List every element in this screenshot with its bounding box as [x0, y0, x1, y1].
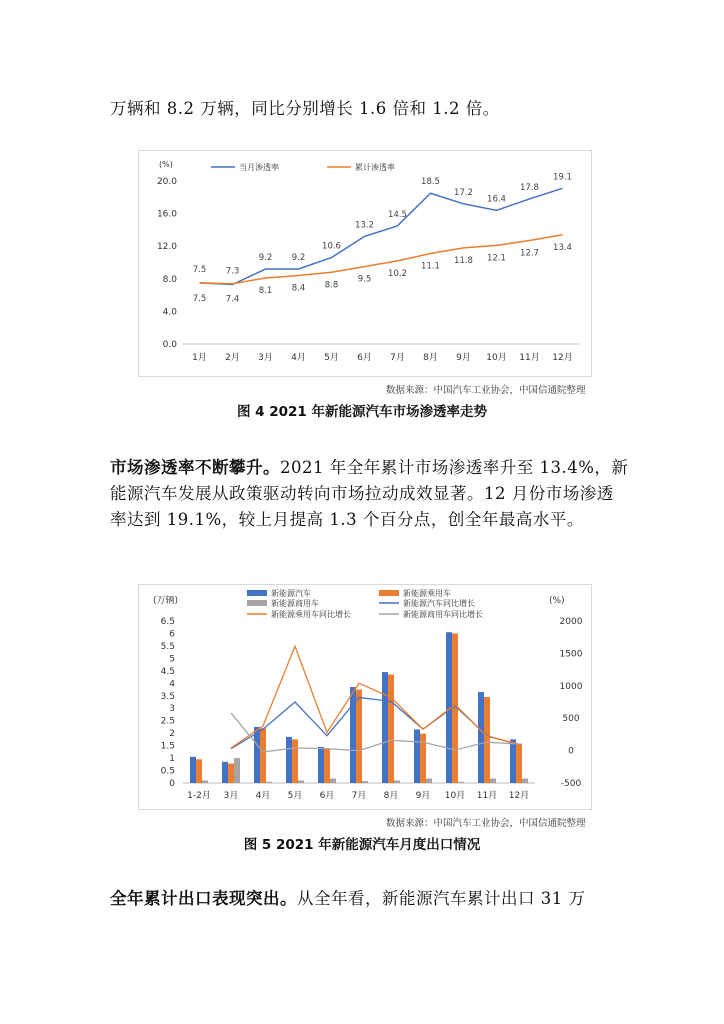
chart2-bar-2 — [266, 782, 272, 783]
chart1-source: 数据来源：中国汽车工业协会，中国信通院整理 — [386, 385, 586, 396]
chart-penetration-box — [138, 150, 592, 377]
chart2-x-tick: 3月 — [223, 791, 239, 801]
chart2-bar-2 — [522, 779, 528, 783]
chart-export-box — [138, 584, 592, 810]
paragraph-bottom-text: 从全年看，新能源汽车累计出口 31 万 — [297, 889, 586, 908]
paragraph-mid-bold: 市场渗透率不断攀升。 — [110, 458, 280, 477]
chart2-bar-2 — [490, 779, 496, 783]
chart2-bar-2 — [330, 779, 336, 783]
chart1-x-tick: 4月 — [291, 353, 306, 363]
chart1-x-tick: 11月 — [519, 353, 540, 363]
chart2-x-tick: 12月 — [508, 791, 530, 801]
chart2-bar-2 — [362, 781, 368, 783]
chart2-bar-2 — [234, 758, 240, 783]
paragraph-mid — [110, 455, 630, 533]
chart1-unit-label: (%) — [159, 160, 173, 169]
chart2-bar-2 — [426, 779, 432, 783]
chart2-x-tick: 10月 — [444, 791, 466, 801]
chart1-data-label: 19.1 — [553, 172, 572, 183]
chart1-data-label: 10.2 — [388, 268, 407, 279]
chart2-right-tick: 0 — [568, 746, 574, 757]
chart1-x-tick: 10月 — [486, 353, 507, 363]
chart2-legend-label: 新能源商用车同比增长 — [403, 610, 483, 619]
chart2-left-tick: 3.5 — [160, 691, 175, 702]
chart2-left-unit: (万辆) — [153, 596, 179, 606]
chart2-x-tick: 8月 — [383, 791, 399, 801]
chart2-x-tick: 9月 — [415, 791, 431, 801]
chart2-bar-2 — [298, 781, 304, 783]
chart1-data-label: 17.2 — [454, 187, 473, 198]
chart1-data-label: 9.5 — [357, 274, 372, 285]
chart2-bar-1 — [292, 739, 298, 783]
chart1-y-tick: 12.0 — [156, 242, 177, 253]
chart2-bar-1 — [516, 744, 522, 783]
chart2-right-tick: -500 — [560, 779, 582, 789]
chart2-left-tick: 6.5 — [160, 617, 175, 627]
chart2-source: 数据来源：中国汽车工业协会，中国信通院整理 — [386, 818, 586, 829]
chart1-data-label: 16.4 — [487, 194, 506, 205]
chart2-left-tick: 4 — [169, 679, 175, 690]
chart1-x-tick: 6月 — [357, 353, 372, 363]
chart1-data-label: 12.1 — [487, 253, 506, 264]
chart2-left-tick: 5.5 — [160, 641, 175, 652]
paragraph-bottom — [110, 886, 630, 912]
chart2-left-tick: 0.5 — [160, 766, 175, 777]
paragraph-top-text: 万辆和 8.2 万辆，同比分别增长 1.6 倍和 1.2 倍。 — [110, 99, 500, 118]
chart2-bar-2 — [394, 781, 400, 783]
chart1-data-label: 11.8 — [454, 255, 473, 266]
chart1-data-label: 11.1 — [421, 261, 440, 272]
chart-export — [139, 585, 591, 809]
chart1-y-tick: 20.0 — [156, 177, 177, 187]
chart2-right-tick: 1500 — [559, 649, 583, 660]
chart2-bar-1 — [388, 675, 394, 783]
chart2-bar-0 — [414, 729, 420, 783]
chart1-x-tick: 7月 — [390, 353, 405, 363]
chart2-left-tick: 0 — [169, 779, 175, 789]
chart2-left-tick: 6 — [169, 629, 175, 640]
chart2-right-unit: (%) — [549, 596, 565, 606]
chart1-data-label: 7.5 — [192, 293, 207, 304]
chart1-data-label: 14.5 — [388, 209, 407, 220]
chart2-right-tick: 2000 — [559, 617, 583, 627]
chart2-x-tick: 1-2月 — [187, 791, 211, 801]
chart2-legend-label: 新能源乘用车同比增长 — [271, 610, 351, 619]
chart2-bar-1 — [420, 734, 426, 783]
chart1-data-label: 7.3 — [225, 266, 240, 277]
chart1-legend-label: 累计渗透率 — [355, 163, 395, 172]
chart2-x-tick: 5月 — [287, 791, 303, 801]
chart2-growth-line-1 — [231, 646, 519, 748]
chart1-data-label: 7.4 — [225, 294, 240, 305]
figure5-caption: 图 5 2021 年新能源汽车月度出口情况 — [243, 837, 481, 853]
chart2-bar-2 — [202, 781, 208, 783]
chart2-bar-1 — [260, 728, 266, 783]
chart2-bar-0 — [286, 737, 292, 783]
chart2-bar-0 — [254, 727, 260, 783]
chart2-growth-line-0 — [231, 697, 519, 748]
chart2-right-tick: 1000 — [559, 681, 583, 692]
chart2-bar-0 — [382, 672, 388, 783]
chart1-y-tick: 8.0 — [162, 274, 177, 285]
chart2-x-tick: 4月 — [255, 791, 271, 801]
chart2-legend-swatch — [247, 590, 267, 596]
chart2-left-tick: 3 — [169, 704, 175, 715]
chart1-legend-label: 当月渗透率 — [239, 163, 279, 172]
chart1-data-label: 18.5 — [421, 177, 440, 188]
chart1-x-tick: 1月 — [192, 353, 207, 363]
chart2-legend-label: 新能源汽车同比增长 — [403, 599, 475, 608]
paragraph-mid-text: 2021 年全年累计市场渗透率升至 13.4%，新能源汽车发展从政策驱动转向市场拉动成效显著。12 月份市场渗透率达到 19.1%，较上月提高 1.3 个百分点，创全年最高水平。 — [110, 458, 629, 529]
chart1-x-tick: 8月 — [423, 353, 438, 363]
chart2-x-tick: 11月 — [476, 791, 498, 801]
chart2-legend-label: 新能源乘用车 — [403, 589, 451, 598]
chart2-bar-0 — [510, 739, 516, 783]
chart2-left-tick: 4.5 — [160, 666, 175, 677]
chart1-data-label: 17.8 — [520, 182, 539, 193]
chart-penetration — [139, 151, 591, 376]
chart1-data-label: 8.1 — [258, 285, 273, 296]
paragraph-top — [110, 96, 630, 122]
chart1-data-label: 12.7 — [520, 248, 539, 259]
chart2-right-tick: 500 — [562, 714, 580, 725]
chart1-data-label: 8.4 — [291, 283, 306, 294]
chart1-x-tick: 5月 — [324, 353, 339, 363]
chart1-y-tick: 0.0 — [162, 340, 177, 350]
chart2-bar-1 — [228, 764, 234, 783]
chart2-legend-swatch — [247, 600, 267, 606]
chart2-bar-1 — [324, 749, 330, 783]
chart2-bar-0 — [318, 747, 324, 783]
chart1-data-label: 13.4 — [553, 242, 572, 253]
chart2-left-tick: 5 — [169, 654, 175, 665]
chart2-left-tick: 2 — [169, 729, 175, 740]
chart2-bar-0 — [190, 757, 196, 783]
chart1-x-tick: 2月 — [225, 353, 240, 363]
chart1-data-label: 10.6 — [322, 241, 341, 252]
chart2-x-tick: 7月 — [351, 791, 367, 801]
chart2-legend-swatch — [379, 590, 399, 596]
chart2-bar-0 — [478, 692, 484, 783]
chart2-bar-1 — [196, 759, 202, 783]
chart2-x-tick: 6月 — [319, 791, 335, 801]
chart1-y-tick: 16.0 — [156, 209, 177, 220]
chart2-bar-1 — [484, 697, 490, 783]
chart2-legend-label: 新能源商用车 — [271, 599, 319, 608]
chart2-left-tick: 2.5 — [160, 716, 175, 727]
chart1-series-line-1 — [200, 235, 563, 284]
paragraph-bottom-bold: 全年累计出口表现突出。 — [110, 889, 297, 908]
chart1-data-label: 9.2 — [291, 253, 306, 264]
chart2-bar-2 — [458, 782, 464, 783]
chart1-x-tick: 9月 — [456, 353, 471, 363]
chart2-bar-1 — [356, 690, 362, 783]
chart1-x-tick: 12月 — [552, 353, 573, 363]
chart1-data-label: 7.5 — [192, 264, 207, 275]
chart1-data-label: 8.8 — [324, 280, 339, 291]
chart2-bar-0 — [222, 762, 228, 783]
chart1-data-label: 9.2 — [258, 253, 273, 264]
chart2-left-tick: 1 — [169, 754, 175, 765]
chart2-legend-label: 新能源汽车 — [271, 589, 311, 598]
chart1-data-label: 13.2 — [355, 220, 374, 231]
chart1-series-line-0 — [200, 188, 563, 284]
chart1-x-tick: 3月 — [258, 353, 273, 363]
chart2-left-tick: 1.5 — [160, 741, 175, 752]
chart1-y-tick: 4.0 — [162, 307, 177, 318]
figure4-caption: 图 4 2021 年新能源汽车市场渗透率走势 — [236, 404, 488, 420]
